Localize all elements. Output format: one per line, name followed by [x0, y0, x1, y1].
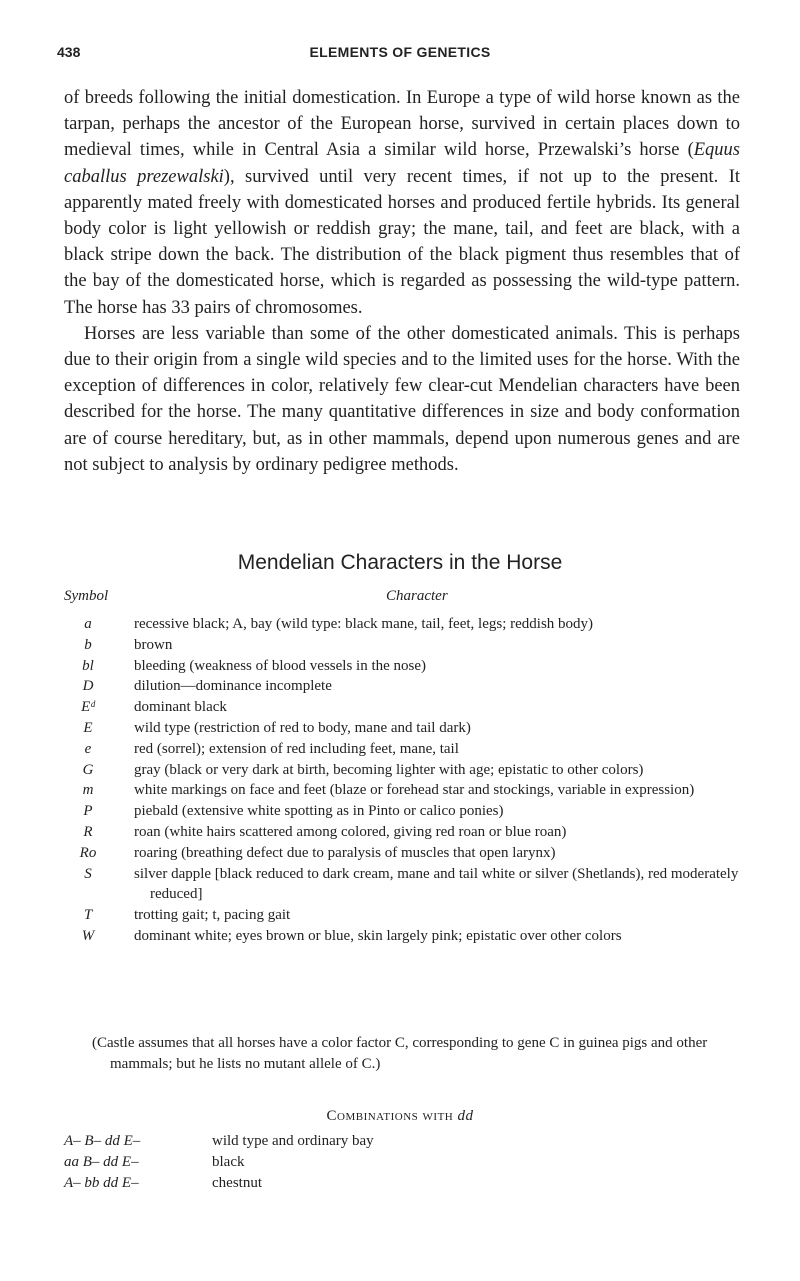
- table-row: [58, 801, 758, 822]
- gene-character: roaring (breathing defect due to paralysis of muscles that open larynx): [134, 844, 556, 861]
- gene-character: brown: [134, 636, 173, 653]
- gene-character: silver dapple [black reduced to dark cream, mane and tail white or silver (Shetlands), red moderately reduced]: [134, 865, 739, 903]
- page-header: [57, 44, 743, 66]
- genotype: aa B– dd E–: [64, 1153, 139, 1170]
- phenotype: black: [212, 1153, 245, 1170]
- table-row: [58, 905, 758, 926]
- gene-symbol: W: [81, 927, 95, 944]
- paragraph-2: Horses are less variable than some of the other domesticated animals. This is perhaps due to their origin from a single wild species and to the limited uses for the horse. With the exception of differences in color, relatively few clear-cut Mendelian characters have been described for the horse. The many quantitative differences in size and body conformation are of course hereditary, but, as in other mammals, depend upon numerous genes and are not subject to analysis by ordinary pedigree methods.: [64, 323, 740, 475]
- running-title: ELEMENTS OF GENETICS: [309, 44, 491, 60]
- table-row: [58, 780, 758, 801]
- combination-row: [64, 1152, 744, 1173]
- gene-character: dilution—dominance incomplete: [134, 678, 332, 695]
- table-row: [58, 676, 758, 697]
- column-symbol-header: Symbol: [64, 588, 109, 604]
- genotype: A– bb dd E–: [64, 1174, 139, 1191]
- combinations-title-genotype: dd: [457, 1108, 474, 1124]
- table-row: [58, 760, 758, 781]
- gene-symbol: bl: [82, 657, 94, 674]
- gene-character: dominant white; eyes brown or blue, skin largely pink; epistatic over other colors: [134, 927, 622, 944]
- gene-symbol: a: [84, 616, 92, 632]
- combination-row: [64, 1173, 744, 1194]
- gene-symbol: T: [83, 907, 93, 924]
- gene-character: white markings on face and feet (blaze or forehead star and stockings, variable in expression): [134, 782, 695, 799]
- table-row: [58, 926, 758, 947]
- page-number: 438: [57, 44, 81, 60]
- gene-character: dominant black: [134, 699, 227, 716]
- combination-row: [64, 1131, 744, 1152]
- gene-symbol: E: [83, 719, 93, 736]
- combinations-title-text: Combinations with: [326, 1108, 454, 1124]
- gene-symbol: S: [84, 865, 92, 882]
- table-title: Mendelian Characters in the Horse: [237, 551, 563, 574]
- column-character-header: Character: [386, 588, 448, 604]
- gene-symbol: P: [83, 803, 93, 820]
- combinations-list: [64, 1131, 744, 1193]
- body-text: [64, 85, 740, 478]
- gene-symbol: R: [83, 823, 93, 840]
- genotype: A– B– dd E–: [64, 1133, 141, 1149]
- gene-character: piebald (extensive white spotting as in Pinto or calico ponies): [134, 803, 504, 820]
- gene-character: trotting gait; t, pacing gait: [134, 907, 291, 924]
- table-note: (Castle assumes that all horses have a color factor C, corresponding to gene C in guinea pigs and other mammals; but he lists no mutant allele of C.): [92, 1035, 708, 1072]
- table-row: [58, 822, 758, 843]
- gene-character: gray (black or very dark at birth, becoming lighter with age; epistatic to other colors): [134, 761, 644, 778]
- table-row: [58, 843, 758, 864]
- gene-symbol: e: [84, 740, 92, 757]
- paragraph-1: [64, 85, 740, 321]
- gene-symbol: Ro: [79, 844, 97, 861]
- gene-character: recessive black; A, bay (wild type: black mane, tail, feet, legs; reddish body): [134, 616, 594, 632]
- gene-character: red (sorrel); extension of red including feet, mane, tail: [134, 740, 459, 757]
- gene-symbol: b: [84, 636, 92, 653]
- table-row: [58, 864, 758, 906]
- table-row: [58, 739, 758, 760]
- table-row: [58, 635, 758, 656]
- phenotype: wild type and ordinary bay: [212, 1133, 374, 1149]
- paragraph-1-text: of breeds following the initial domestication. In Europe a type of wild horse known as the tarpan, perhaps the ancestor of the European horse, survived in certain places down to medieval times, while in Central Asia a similar wild horse, Przewalski’s horse (: [64, 88, 740, 161]
- gene-symbol: G: [82, 761, 94, 778]
- gene-character: bleeding (weakness of blood vessels in the nose): [134, 657, 427, 674]
- species-name: Equus caballus prezewalski: [64, 140, 740, 187]
- gene-character: roan (white hairs scattered among colored, giving red roan or blue roan): [134, 823, 567, 840]
- table-row: [58, 697, 758, 718]
- gene-symbol: Eᵈ: [81, 699, 95, 716]
- character-table: [58, 614, 758, 947]
- combinations-title: [0, 1108, 800, 1125]
- table-row: [58, 718, 758, 739]
- paragraph-1-text-cont: ), survived until very recent times, if not up to the present. It apparently mated freely with domesticated horses and produced fertile hybrids. Its general body color is light yellowish or reddish gray; the mane, tail, and feet are black, with a black stripe down the back. The distribution of the black pigment thus resembles that of the bay of the domesticated horse, which is regarded as possessing the wild-type pattern. The horse has 33 pairs of chromosomes.: [64, 166, 740, 318]
- gene-character: wild type (restriction of red to body, mane and tail dark): [134, 719, 471, 736]
- phenotype: chestnut: [212, 1174, 262, 1191]
- table-row: [58, 614, 758, 635]
- gene-symbol: m: [82, 782, 94, 799]
- table-row: [58, 656, 758, 677]
- gene-symbol: D: [82, 678, 94, 695]
